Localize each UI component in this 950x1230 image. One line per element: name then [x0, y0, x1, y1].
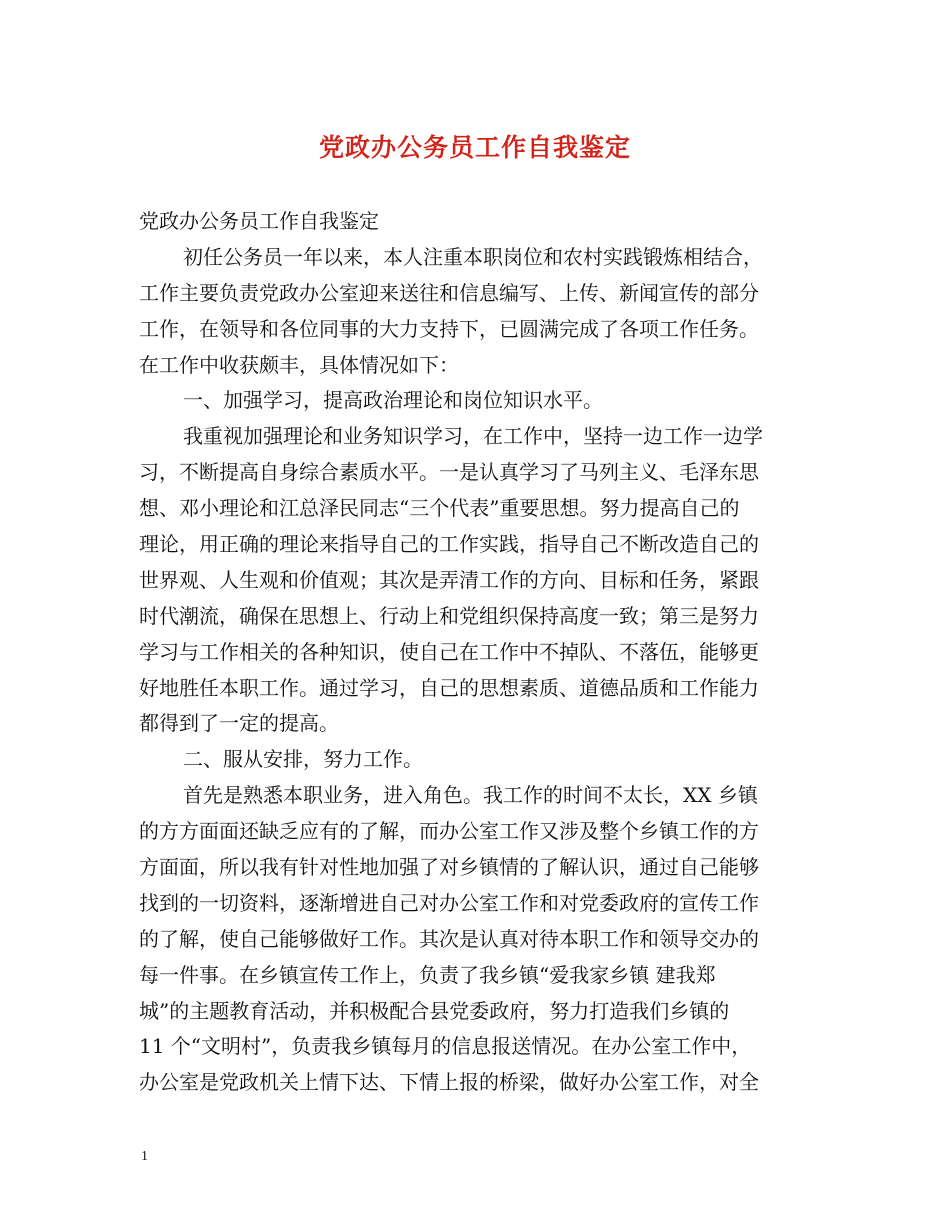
paragraph-line: 办公室是党政机关上情下达、下情上报的桥梁，做好办公室工作，对全	[139, 1070, 759, 1095]
paragraph-line: 好地胜任本职工作。通过学习，自己的思想素质、道德品质和工作能力	[139, 675, 759, 700]
paragraph-line: 的方方面面还缺乏应有的了解，而办公室工作又涉及整个乡镇工作的方	[139, 819, 759, 844]
page-number: 1	[141, 1149, 148, 1164]
paragraph-line: 想、邓小理论和江总泽民同志“三个代表”重要思想。努力提高自己的	[139, 496, 740, 521]
paragraph-line: 每一件事。在乡镇宣传工作上，负责了我乡镇“爱我家乡镇 建我郑	[139, 962, 716, 987]
paragraph-line: 学习与工作相关的各种知识，使自己在工作中不掉队、不落伍，能够更	[139, 639, 759, 664]
paragraph-line: 工作主要负责党政办公室迎来送往和信息编写、上传、新闻宣传的部分	[139, 280, 759, 305]
paragraph-line: 首先是熟悉本职业务，进入角色。我工作的时间不太长，XX 乡镇	[183, 783, 758, 808]
section-heading-2: 二、服从安排，努力工作。	[183, 747, 423, 772]
document-title: 党政办公务员工作自我鉴定	[318, 133, 631, 162]
paragraph-line: 我重视加强理论和业务知识学习，在工作中，坚持一边工作一边学	[183, 424, 763, 449]
paragraph-line: 城”的主题教育活动，并积极配合县党委政府，努力打造我们乡镇的	[139, 998, 730, 1023]
paragraph-line: 工作，在领导和各位同事的大力支持下，已圆满完成了各项工作任务。	[139, 316, 759, 341]
subtitle-line: 党政办公务员工作自我鉴定	[139, 209, 379, 233]
paragraph-line: 都得到了一定的提高。	[139, 711, 339, 736]
paragraph-line: 在工作中收获颇丰，具体情况如下：	[139, 352, 459, 377]
paragraph-line: 时代潮流，确保在思想上、行动上和党组织保持高度一致；第三是努力	[139, 603, 759, 628]
paragraph-line: 理论，用正确的理论来指导自己的工作实践，指导自己不断改造自己的	[139, 532, 759, 557]
paragraph-line: 世界观、人生观和价值观；其次是弄清工作的方向、目标和任务，紧跟	[139, 567, 759, 592]
paragraph-line: 找到的一切资料，逐渐增进自己对办公室工作和对党委政府的宣传工作	[139, 890, 759, 915]
section-heading-1: 一、加强学习，提高政治理论和岗位知识水平。	[183, 388, 603, 413]
paragraph-line: 初任公务员一年以来，本人注重本职岗位和农村实践锻炼相结合，	[183, 244, 763, 269]
paragraph-line: 方面面，所以我有针对性地加强了对乡镇情的了解认识，通过自己能够	[139, 855, 759, 880]
paragraph-line: 习，不断提高自身综合素质水平。一是认真学习了马列主义、毛泽东思	[139, 460, 759, 485]
paragraph-line: 11 个“文明村”，负责我乡镇每月的信息报送情况。在办公室工作中，	[139, 1034, 752, 1059]
paragraph-line: 的了解，使自己能够做好工作。其次是认真对待本职工作和领导交办的	[139, 926, 759, 951]
document-body	[139, 204, 819, 1101]
